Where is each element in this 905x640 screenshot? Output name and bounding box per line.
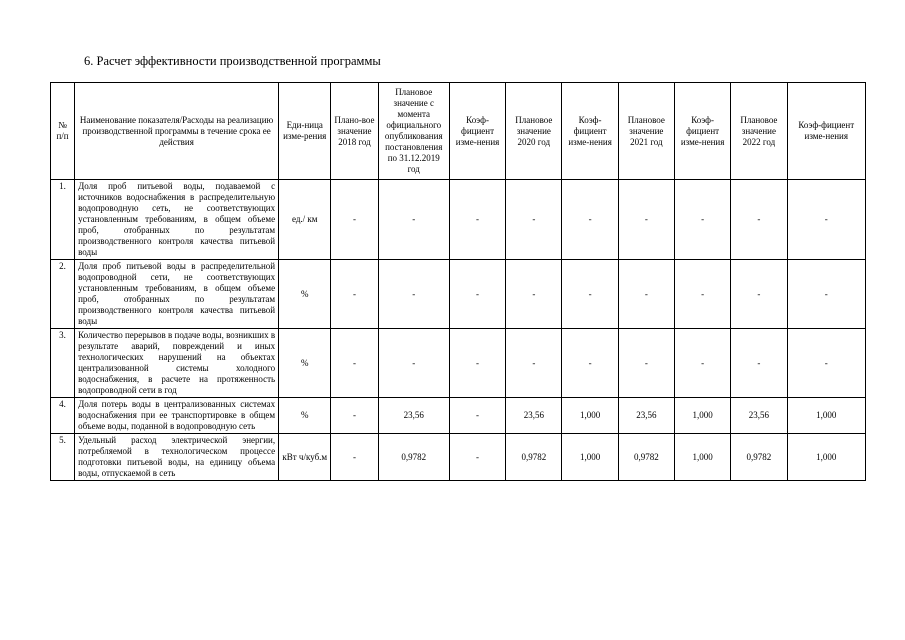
table-row [51,398,866,434]
value-cell: - [378,180,449,260]
indicator-name-cell: Количество перерывов в подаче воды, возникших в результате аварий, повреждений и иных технологических нарушений на объектах централизованной системы холодного водоснабжения, в расчете на протяженность водопроводной сети в год [75,329,279,398]
value-cell: 1,000 [787,434,865,481]
value-cell: 1,000 [562,398,618,434]
value-cell: - [331,434,378,481]
header-cell-plan-2022: Плановое значение 2022 год [731,83,787,180]
value-cell: 23,56 [618,398,674,434]
value-cell: - [674,260,730,329]
header-cell-coef-2021: Коэф-фициент изме-нения [674,83,730,180]
value-cell: 1,000 [562,434,618,481]
value-cell: - [562,329,618,398]
value-cell: - [449,398,505,434]
value-cell: - [787,329,865,398]
value-cell: 0,9782 [378,434,449,481]
value-cell: - [787,180,865,260]
row-number-cell: 3. [51,329,75,398]
value-cell: 0,9782 [618,434,674,481]
unit-cell: кВт ч/куб.м [279,434,331,481]
value-cell: - [562,180,618,260]
header-cell-plan-2019: Плановое значение с момента официального опубликования постановления по 31.12.2019 год [378,83,449,180]
value-cell: 1,000 [674,398,730,434]
value-cell: - [331,398,378,434]
value-cell: - [787,260,865,329]
header-cell-plan-2018: Плано-вое значение 2018 год [331,83,378,180]
value-cell: - [618,329,674,398]
indicator-name-cell: Удельный расход электрической энергии, потребляемой в технологическом процессе подготовки питьевой воды, на единицу объема воды, отпускаемой в сеть [75,434,279,481]
row-number-cell: 2. [51,260,75,329]
value-cell: 23,56 [378,398,449,434]
header-cell-plan-2021: Плановое значение 2021 год [618,83,674,180]
value-cell: 1,000 [787,398,865,434]
row-number-cell: 5. [51,434,75,481]
unit-cell: ед./ км [279,180,331,260]
value-cell: - [731,260,787,329]
value-cell: - [618,180,674,260]
indicator-name-cell: Доля проб питьевой воды в распределительной водопроводной сети, не соответствующих установленным требованиям, в общем объеме проб, отобранных по результатам производственного контроля качества питьевой воды [75,260,279,329]
value-cell: - [449,329,505,398]
value-cell: 23,56 [731,398,787,434]
value-cell: - [674,180,730,260]
value-cell: - [618,260,674,329]
value-cell: - [378,329,449,398]
table-row [51,329,866,398]
header-cell-coef-2022: Коэф-фициент изме-нения [787,83,865,180]
indicator-name-cell: Доля проб питьевой воды, подаваемой с источников водоснабжения в распределительную водопроводную сеть, не соответствующих установленным требованиям, в общем объеме проб, отобранных по результатам производственного контроля качества питьевой воды [75,180,279,260]
value-cell: 23,56 [506,398,562,434]
value-cell: 0,9782 [506,434,562,481]
value-cell: - [331,329,378,398]
header-cell-unit: Еди-ница изме-рения [279,83,331,180]
value-cell: - [449,260,505,329]
unit-cell: % [279,260,331,329]
header-cell-coef-2020: Коэф-фициент изме-нения [562,83,618,180]
value-cell: - [506,329,562,398]
value-cell: - [731,180,787,260]
table-row [51,434,866,481]
table-row [51,180,866,260]
indicator-name-cell: Доля потерь воды в централизованных системах водоснабжения при ее транспортировке в общем объеме воды, поданной в водопроводную сеть [75,398,279,434]
header-cell-number: № п/п [51,83,75,180]
row-number-cell: 1. [51,180,75,260]
unit-cell: % [279,398,331,434]
value-cell: 1,000 [674,434,730,481]
unit-cell: % [279,329,331,398]
value-cell: - [449,180,505,260]
value-cell: - [506,260,562,329]
header-cell-coef-2019: Коэф-фициент изме-нения [449,83,505,180]
value-cell: - [331,260,378,329]
value-cell: - [731,329,787,398]
value-cell: - [331,180,378,260]
section-title: 6. Расчет эффективности производственной программы [84,54,381,68]
value-cell: - [378,260,449,329]
value-cell: - [449,434,505,481]
row-number-cell: 4. [51,398,75,434]
efficiency-table [50,82,866,481]
value-cell: - [674,329,730,398]
header-row [51,83,866,180]
value-cell: - [562,260,618,329]
table-row [51,260,866,329]
value-cell: - [506,180,562,260]
header-cell-indicator-name: Наименование показателя/Расходы на реализацию производственной программы в течение срока ее действия [75,83,279,180]
header-cell-plan-2020: Плановое значение 2020 год [506,83,562,180]
value-cell: 0,9782 [731,434,787,481]
